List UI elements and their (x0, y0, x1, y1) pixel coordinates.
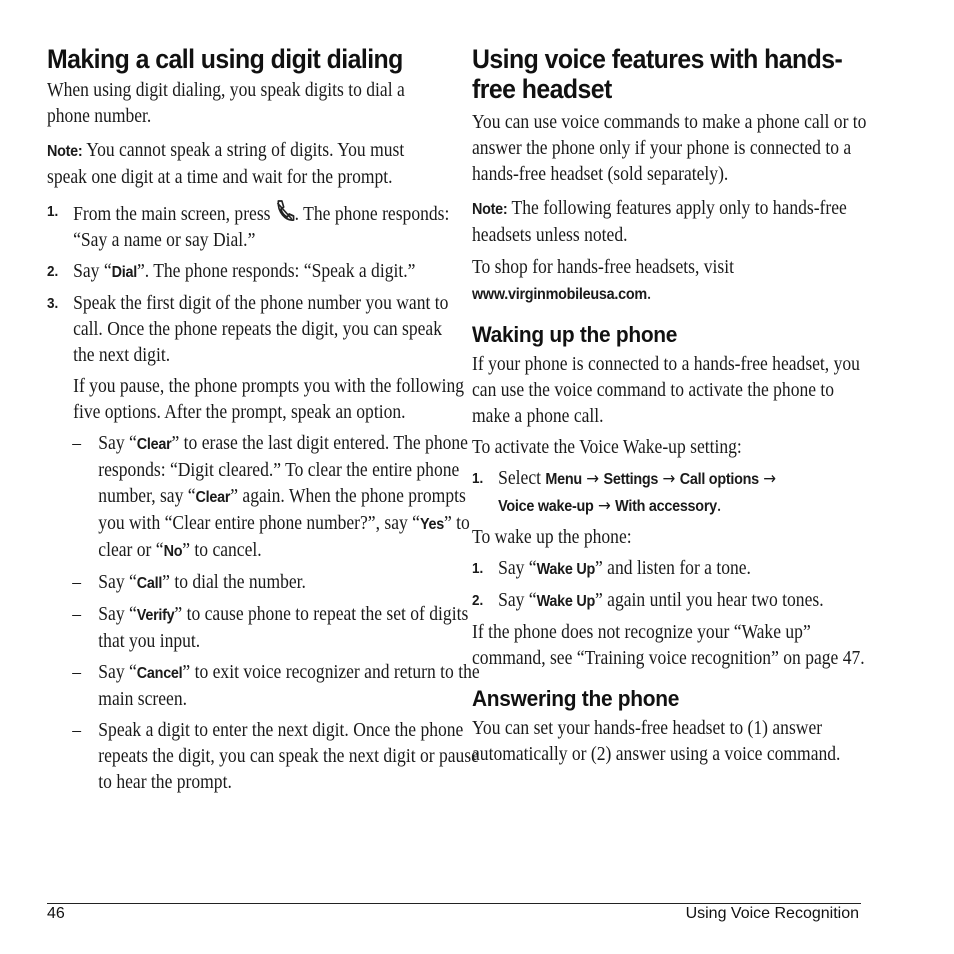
option-text: Say “ (98, 604, 137, 625)
shop-text: To shop for hands-free headsets, visit (472, 257, 734, 278)
step-text: Say “ (498, 590, 537, 611)
step-1 (47, 199, 468, 254)
activate-step-1 (472, 466, 893, 520)
command-yes: Yes (419, 516, 444, 533)
step-text: ” and listen for a tone. (595, 558, 751, 579)
option-text: Say “ (98, 662, 137, 683)
command-cancel: Cancel (136, 665, 183, 682)
step-number: 1. (472, 470, 484, 487)
waking-heading: Waking up the phone (472, 322, 678, 347)
arrow-icon: → (586, 469, 600, 489)
left-column (47, 40, 480, 796)
option-text: Say “ (98, 433, 137, 454)
option-text: ” to cause phone to repeat the set of digits that you input. (98, 604, 469, 652)
step-1-text-a: From the main screen, press (73, 204, 275, 225)
answering-heading: Answering the phone (472, 686, 680, 711)
note-text: The following features apply only to hands-free headsets unless noted. (472, 198, 847, 246)
dash-bullet: – (72, 572, 81, 593)
step-end: . (716, 495, 722, 516)
option-text: ” to dial the number. (162, 572, 306, 593)
step-2-text-a: Say “ (73, 261, 112, 282)
command-call: Call (136, 575, 163, 592)
step-1-text-b: . The phone responds: “Say a name or say Dial.” (73, 204, 450, 251)
step-number: 1. (472, 560, 484, 577)
option-text: ” to erase the last digit entered. The phone responds: “Digit cleared.” To clear the entire phone number, say “ (98, 433, 468, 507)
option-call (47, 570, 493, 597)
menu-path-menu: Menu (545, 471, 582, 488)
step-3-text: Speak the first digit of the phone number you want to call. Once the phone repeats the digit, you can speak the next digit. (73, 293, 449, 366)
menu-path-call-options: Call options (679, 471, 759, 488)
dash-bullet: – (72, 604, 81, 625)
arrow-icon: → (662, 469, 676, 489)
dash-bullet: – (72, 662, 81, 683)
pause-paragraph: If you pause, the phone prompts you with the following five options. After the prompt, speak an option. (73, 376, 465, 423)
select-text: Select (498, 468, 546, 489)
step-2 (47, 259, 468, 286)
command-wake-up: Wake Up (536, 593, 596, 610)
option-cancel (47, 660, 493, 713)
answer-paragraph: You can set your hands-free headset to (1) answer automatically or (2) answer using a voice command. (472, 718, 841, 765)
menu-path-settings: Settings (603, 471, 659, 488)
note-label: Note: (47, 143, 83, 160)
wake-intro: If your phone is connected to a hands-free headset, you can use the voice command to activate the phone to make a phone call. (472, 354, 860, 427)
talk-key-icon (275, 199, 295, 223)
page-number: 46 (47, 905, 65, 922)
wake-step-1 (472, 556, 893, 583)
footer-section-title: Using Voice Recognition (685, 905, 859, 922)
option-text: ” to clear or “ (98, 513, 470, 561)
right-note (472, 196, 867, 249)
option-text: Speak a digit to enter the next digit. Once the phone repeats the digit, you can speak the next digit or pause to hear the prompt. (98, 720, 479, 793)
step-number: 1. (47, 203, 59, 220)
shop-end: . (646, 283, 652, 304)
command-clear: Clear (136, 436, 172, 453)
menu-path-voice-wakeup: Voice wake-up (498, 498, 594, 515)
command-clear: Clear (195, 489, 231, 506)
option-text: ” again. When the phone prompts you with “Clear entire phone number?”, say “ (98, 486, 466, 534)
step-2-text-b: ”. The phone responds: “Speak a digit.” (136, 261, 416, 282)
shop-paragraph (472, 255, 867, 308)
command-no: No (163, 543, 183, 560)
command-wake-up: Wake Up (536, 561, 596, 578)
wake-step-2 (472, 588, 893, 615)
step-3 (47, 291, 468, 369)
arrow-icon: → (763, 469, 777, 489)
step-text: ” again until you hear two tones. (595, 590, 824, 611)
option-next-digit (47, 718, 493, 796)
option-clear (47, 431, 493, 565)
option-text: ” to cancel. (182, 540, 262, 561)
dash-bullet: – (72, 433, 81, 454)
command-verify: Verify (136, 607, 175, 624)
option-text: ” to exit voice recognizer and return to the main screen. (98, 662, 480, 710)
right-heading: Using voice features with hands-free headset (472, 44, 843, 104)
footer-rule (47, 903, 861, 904)
left-intro: When using digit dialing, you speak digits to dial a phone number. (47, 80, 405, 127)
command-dial: Dial (111, 264, 137, 281)
shop-link[interactable]: www.virginmobileusa.com (472, 286, 647, 303)
menu-path-with-accessory: With accessory (615, 498, 717, 515)
left-heading: Making a call using digit dialing (47, 44, 403, 74)
step-number: 2. (472, 592, 484, 609)
option-text: Say “ (98, 572, 137, 593)
right-column (472, 40, 867, 768)
towake-text: To wake up the phone: (472, 527, 632, 548)
right-intro: You can use voice commands to make a phone call or to answer the phone only if your phone is connected to a hands-free headset (sold separately). (472, 112, 867, 185)
activate-text: To activate the Voice Wake-up setting: (472, 437, 742, 458)
recognize-paragraph: If the phone does not recognize your “Wake up” command, see “Training voice recognition” on page 47. (472, 622, 865, 669)
option-verify (47, 602, 493, 655)
left-note (47, 138, 442, 191)
step-number: 3. (47, 295, 59, 312)
step-text: Say “ (498, 558, 537, 579)
note-text: You cannot speak a string of digits. You must speak one digit at a time and wait for the prompt. (47, 140, 405, 188)
arrow-icon: → (597, 496, 611, 516)
dash-bullet: – (72, 720, 81, 741)
step-number: 2. (47, 263, 59, 280)
note-label: Note: (472, 201, 508, 218)
